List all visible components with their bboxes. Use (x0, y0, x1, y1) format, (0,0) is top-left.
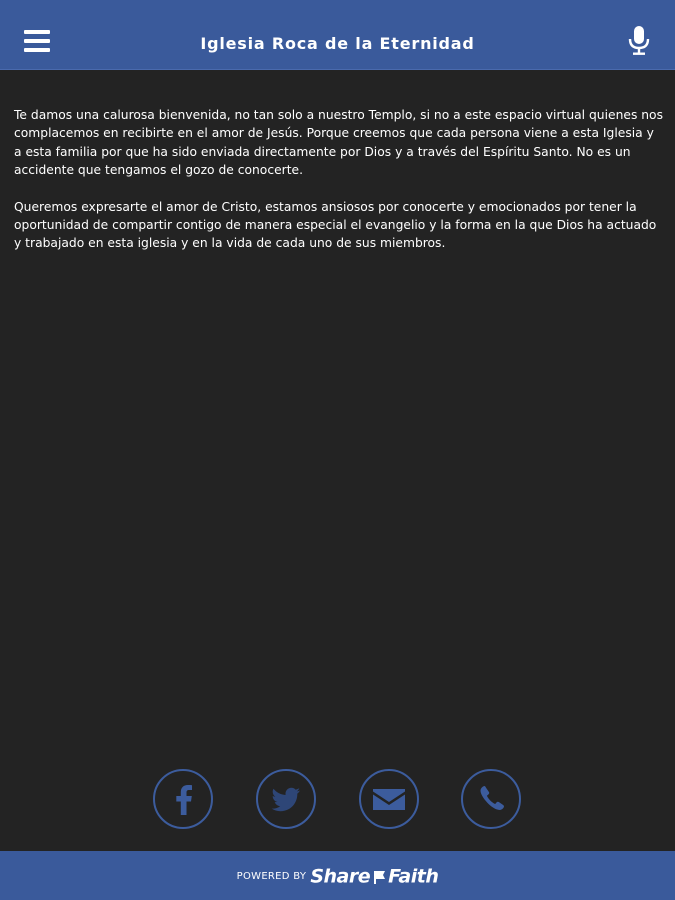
app-title: Iglesia Roca de la Eternidad (200, 34, 475, 53)
hamburger-menu-icon (24, 30, 50, 34)
powered-by-sharefaith[interactable] (0, 851, 675, 900)
menu-button[interactable] (20, 28, 50, 56)
email-icon (361, 771, 417, 827)
hamburger-menu-icon-bar (24, 39, 50, 43)
social-links (0, 769, 675, 829)
microphone-icon[interactable] (624, 24, 654, 58)
phone-button[interactable] (461, 769, 521, 829)
welcome-paragraph-2: Queremos expresarte el amor de Cristo, estamos ansiosos por conocerte y emocionados por tener la oportunidad de compartir contigo de manera especial el evangelio y la forma en la que Dios ha actuado y trabajado en esta iglesia y en la vida de cada uno de sus miembros. (14, 199, 657, 251)
twitter-button[interactable] (256, 769, 316, 829)
welcome-text (14, 106, 664, 271)
facebook-icon (155, 771, 211, 827)
top-app-bar (0, 0, 675, 70)
facebook-button[interactable] (153, 769, 213, 829)
phone-icon (463, 771, 519, 827)
brand-name-part1: Share (310, 865, 371, 888)
sharefaith-flag-icon (371, 869, 387, 885)
brand-name-part2: Faith (388, 865, 439, 888)
welcome-paragraph-1: Te damos una calurosa bienvenida, no tan solo a nuestro Templo, si no a este espacio virtual quienes nos complacemos en recibirte en el amor de Jesús. Porque creemos que cada persona viene a esta Iglesia y a esta familia por que ha sido enviada directamente por Dios y a través del Espíritu Santo. No es un accidente que tengamos el gozo de conocerte. (14, 108, 663, 177)
footer-bar (0, 851, 675, 900)
twitter-icon (258, 771, 314, 827)
email-button[interactable] (359, 769, 419, 829)
hamburger-menu-icon-bar (24, 48, 50, 52)
powered-by-label: POWERED BY (236, 870, 307, 882)
